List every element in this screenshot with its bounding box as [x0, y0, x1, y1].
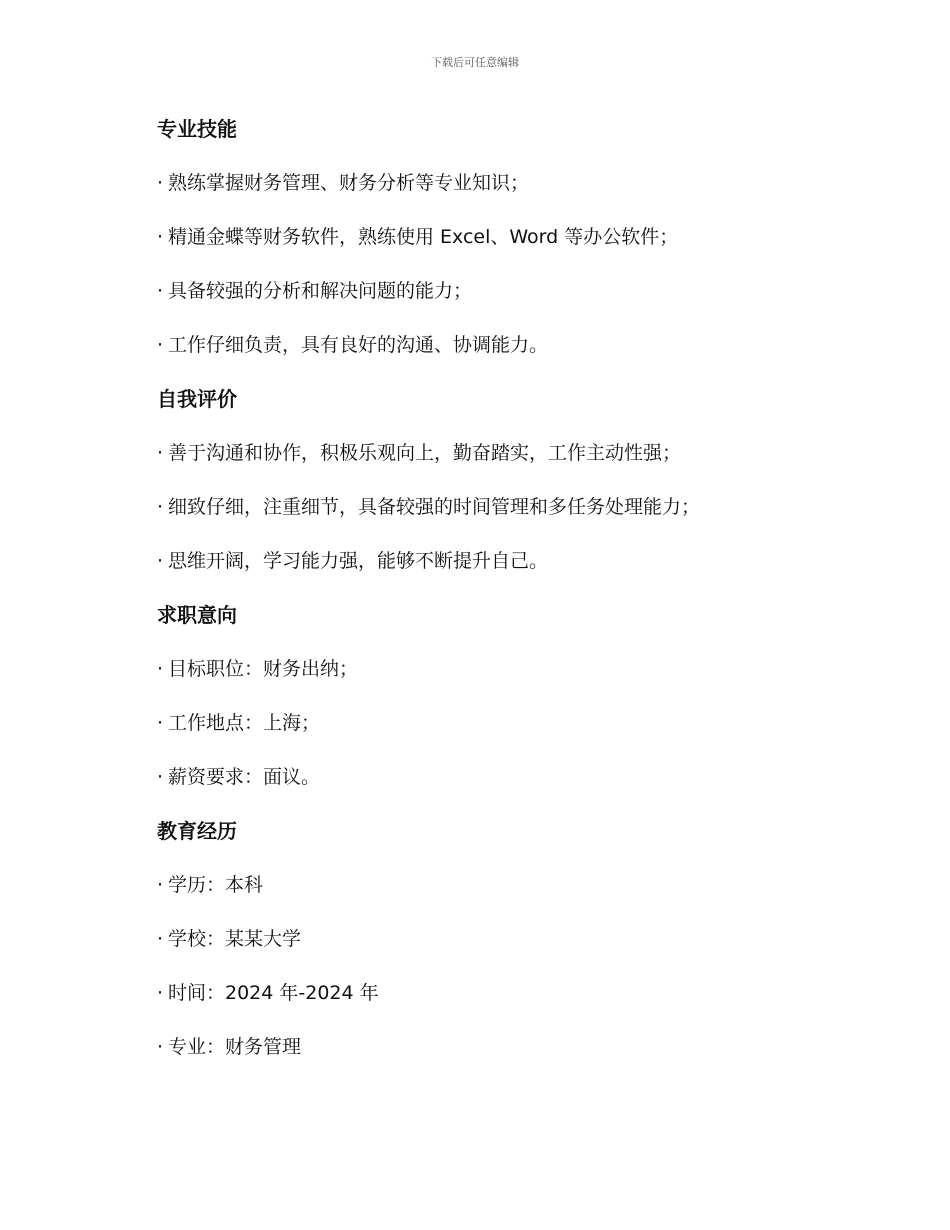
bullet-icon: · [157, 766, 164, 788]
list-item-text: 细致仔细，注重细节，具备较强的时间管理和多任务处理能力； [168, 496, 701, 518]
list-item-text: 学历：本科 [168, 874, 264, 896]
list-item-text: 具备较强的分析和解决问题的能力； [168, 280, 473, 302]
resume-content [157, 112, 857, 1084]
list-item-text: 学校：某某大学 [168, 928, 302, 950]
bullet-icon: · [157, 334, 164, 356]
bullet-icon: · [157, 172, 164, 194]
bullet-icon: · [157, 226, 164, 248]
list-item [157, 706, 857, 740]
section-education [157, 814, 857, 1064]
bullet-icon: · [157, 712, 164, 734]
list-item [157, 436, 857, 470]
bullet-icon: · [157, 280, 164, 302]
list-item-text: 专业：财务管理 [168, 1036, 302, 1058]
bullet-icon: · [157, 874, 164, 896]
list-item-text: 精通金蝶等财务软件，熟练使用 Excel、Word 等办公软件； [168, 226, 679, 248]
section-self-evaluation [157, 382, 857, 578]
section-title: 教育经历 [157, 819, 237, 843]
list-item-text: 工作地点：上海； [168, 712, 321, 734]
section-title: 自我评价 [157, 387, 237, 411]
list-item-text: 工作仔细负责，具有良好的沟通、协调能力。 [168, 334, 549, 356]
section-skills [157, 112, 857, 362]
section-title: 专业技能 [157, 117, 237, 141]
header-note: 下载后可任意编辑 [431, 56, 519, 69]
list-item [157, 328, 857, 362]
list-item [157, 220, 857, 254]
bullet-icon: · [157, 658, 164, 680]
list-item [157, 274, 857, 308]
bullet-icon: · [157, 442, 164, 464]
list-item [157, 490, 857, 524]
bullet-icon: · [157, 550, 164, 572]
list-item [157, 976, 857, 1010]
list-item-text: 薪资要求：面议。 [168, 766, 321, 788]
list-item [157, 1030, 857, 1064]
list-item [157, 652, 857, 686]
bullet-icon: · [157, 982, 164, 1004]
bullet-icon: · [157, 928, 164, 950]
list-item-text: 目标职位：财务出纳； [168, 658, 359, 680]
list-item-text: 善于沟通和协作，积极乐观向上，勤奋踏实，工作主动性强； [168, 442, 682, 464]
section-title: 求职意向 [157, 603, 237, 627]
list-item [157, 868, 857, 902]
list-item-text: 时间：2024 年-2024 年 [168, 982, 379, 1004]
list-item-text: 思维开阔，学习能力强，能够不断提升自己。 [168, 550, 549, 572]
list-item [157, 166, 857, 200]
bullet-icon: · [157, 1036, 164, 1058]
list-item [157, 922, 857, 956]
bullet-icon: · [157, 496, 164, 518]
section-job-intention [157, 598, 857, 794]
list-item-text: 熟练掌握财务管理、财务分析等专业知识； [168, 172, 530, 194]
list-item [157, 544, 857, 578]
list-item [157, 760, 857, 794]
